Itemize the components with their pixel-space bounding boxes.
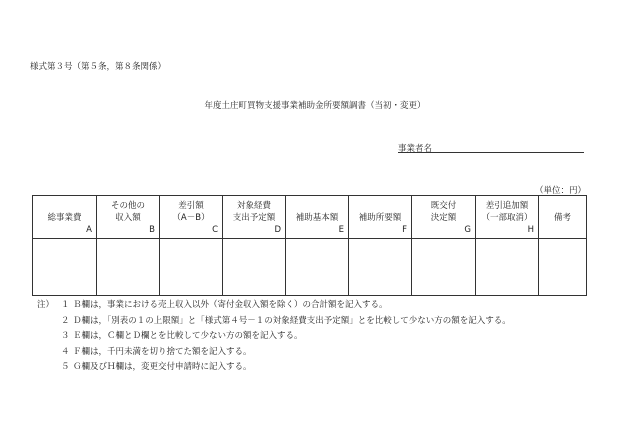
col-header-already-decided xyxy=(412,196,476,239)
cell-remarks[interactable] xyxy=(539,239,587,296)
col-header-difference xyxy=(160,196,223,239)
col-label: 総事業費 xyxy=(47,213,82,223)
col-label-line1: 差引額 xyxy=(178,201,204,211)
unit-label: （単位：円） xyxy=(534,186,586,196)
col-letter: D xyxy=(274,225,281,235)
cell-target-expense[interactable] xyxy=(223,239,286,296)
col-label-line2: 支出予定額 xyxy=(232,213,276,223)
note-text: Ｇ欄及びＨ欄は，変更交付申請時に記入する。 xyxy=(73,362,252,372)
note-number: ２ xyxy=(61,315,70,326)
col-header-target-expense xyxy=(223,196,286,239)
note-text: Ｆ欄は，千円未満を切り捨てた額を記入する。 xyxy=(73,346,252,357)
table-row xyxy=(33,239,587,296)
col-label-line2: （A－B） xyxy=(172,213,210,223)
col-header-total-cost xyxy=(33,196,97,239)
note-number: ３ xyxy=(61,331,70,341)
col-header-remarks xyxy=(539,196,587,239)
col-label-line1: 対象経費 xyxy=(236,201,271,211)
col-letter: E xyxy=(338,225,344,235)
note-text: Ｄ欄は，「別表の１の上限額」と「様式第４号－１の対象経費支出予定額」とを比較して少ない方の額を記入する。 xyxy=(73,315,511,326)
col-letter: C xyxy=(212,225,218,235)
business-name-field-line[interactable] xyxy=(398,152,584,153)
note-text: Ｂ欄は，事業における売上収入以外（寄付金収入額を除く）の合計額を記入する。 xyxy=(73,300,388,310)
cell-other-income[interactable] xyxy=(97,239,160,296)
note-number: ４ xyxy=(61,346,70,357)
col-label: 補助基本額 xyxy=(295,213,339,223)
cell-already-decided[interactable] xyxy=(412,239,476,296)
notes-prefix: 注） xyxy=(37,300,55,310)
document-title: 年度土庄町買物支援事業補助金所要額調書（当初・変更） xyxy=(204,101,426,111)
col-header-additional-amount xyxy=(476,196,539,239)
col-letter: A xyxy=(86,225,92,235)
col-letter: H xyxy=(527,225,534,235)
note-number: １ xyxy=(61,300,70,310)
cell-additional-amount[interactable] xyxy=(476,239,539,296)
col-label-line1: 差引追加額 xyxy=(485,201,529,211)
cell-difference[interactable] xyxy=(160,239,223,296)
cell-subsidy-base[interactable] xyxy=(286,239,349,296)
col-label: 備考 xyxy=(553,213,571,223)
table-header-row xyxy=(33,196,587,239)
col-letter: F xyxy=(402,225,407,235)
business-name-label: 事業者名 xyxy=(398,144,433,154)
col-label-line1: 既交付 xyxy=(430,201,457,211)
col-label-line2: （一部取消） xyxy=(481,213,533,223)
amount-table xyxy=(32,195,587,296)
form-number: 様式第３号（第５条，第８条関係） xyxy=(30,62,167,72)
col-header-other-income xyxy=(97,196,160,239)
note-number: ５ xyxy=(61,362,70,372)
col-label-line1: その他の xyxy=(110,201,145,211)
col-label-line2: 収入額 xyxy=(115,213,141,223)
cell-total-cost[interactable] xyxy=(33,239,97,296)
col-header-subsidy-required xyxy=(349,196,412,239)
cell-subsidy-required[interactable] xyxy=(349,239,412,296)
col-label: 補助所要額 xyxy=(358,213,402,223)
col-label-line2: 決定額 xyxy=(430,213,457,223)
col-header-subsidy-base xyxy=(286,196,349,239)
col-letter: G xyxy=(464,225,471,235)
col-letter: B xyxy=(149,225,155,235)
note-text: Ｅ欄は，Ｃ欄とＤ欄とを比較して少ない方の額を記入する。 xyxy=(73,331,303,341)
